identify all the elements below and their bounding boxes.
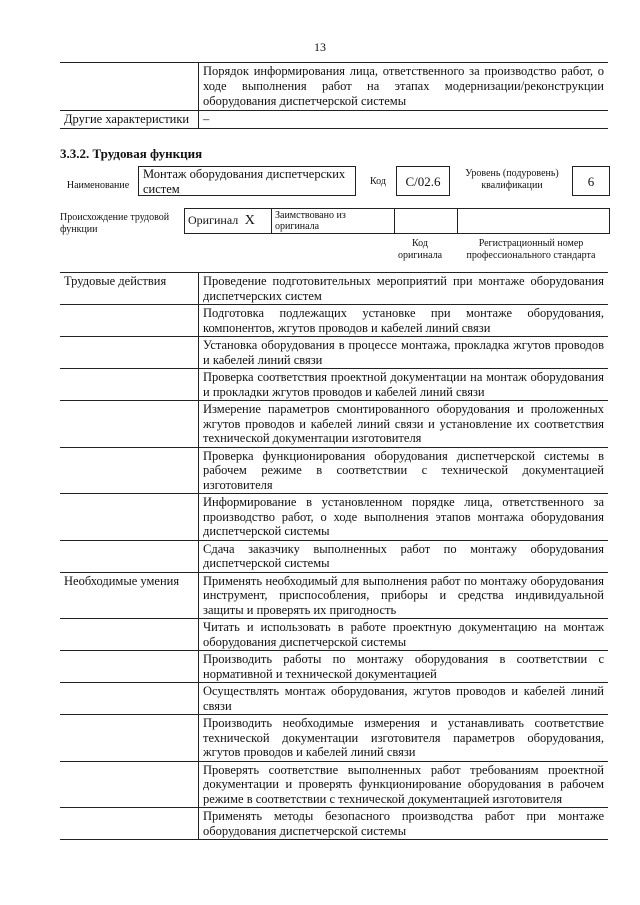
other-characteristics-value: –	[199, 111, 609, 129]
labor-action-item: Измерение параметров смонтированного оборудования и проложенных жгутов проводов и кабелей линий связи и установление их соответствия технической документации изготовителя	[199, 401, 609, 448]
table-row	[60, 808, 608, 840]
labor-action-item: Проведение подготовительных мероприятий при монтаже оборудования диспетчерских систем	[199, 273, 609, 305]
other-characteristics-label: Другие характеристики	[60, 111, 199, 129]
table-row	[60, 572, 608, 619]
skill-item: Осуществлять монтаж оборудования, жгутов проводов и кабелей линий связи	[199, 683, 609, 715]
labor-action-item: Установка оборудования в процессе монтажа, прокладка жгутов проводов и кабелей линий связи	[199, 337, 609, 369]
table-row	[60, 305, 608, 337]
level-value: 6	[572, 166, 610, 196]
section-title: 3.3.2. Трудовая функция	[60, 146, 203, 161]
table-row	[60, 111, 608, 129]
table-row	[60, 337, 608, 369]
reg-number-cell	[458, 209, 610, 234]
labor-action-item: Информирование в установленном порядке лица, ответственного за производство работ, о ходе выполнения этапов монтажа оборудования диспетчерской системы	[199, 494, 609, 541]
skill-item: Производить необходимые измерения и устанавливать соответствие технической документации изготовителя параметров оборудования, жгутов проводов и кабелей линий связи	[199, 715, 609, 762]
labor-actions-label: Трудовые действия	[60, 273, 199, 305]
previous-table-continuation	[60, 62, 608, 129]
level-label: Уровень (подуровень) квалификации	[465, 168, 559, 191]
original-mark: X	[244, 213, 255, 228]
empty-label-cell	[60, 619, 199, 651]
empty-label-cell	[60, 63, 199, 111]
table-row	[60, 273, 608, 305]
table-row	[60, 761, 608, 808]
empty-label-cell	[60, 715, 199, 762]
labor-action-item: Сдача заказчику выполненных работ по монтажу оборудования диспетчерской системы	[199, 540, 609, 572]
table-row	[60, 715, 608, 762]
skill-item: Применять методы безопасного производства работ при монтаже оборудования диспетчерской системы	[199, 808, 609, 840]
page-number: 13	[314, 40, 326, 54]
original-cell	[185, 209, 272, 234]
empty-label-cell	[60, 683, 199, 715]
table-row	[60, 369, 608, 401]
empty-label-cell	[60, 401, 199, 448]
skill-item: Читать и использовать в работе проектную документацию на монтаж оборудования диспетчерской системы	[199, 619, 609, 651]
empty-label-cell	[60, 369, 199, 401]
labor-action-item: Проверка соответствия проектной документации на монтаж оборудования и прокладки жгутов проводов и кабелей линий связи	[199, 369, 609, 401]
borrowed-label: Заимствовано из оригинала	[272, 209, 395, 234]
labor-action-item: Проверка функционирования оборудования диспетчерской системы в рабочем режиме в соответствии с технической документацией изготовителя	[199, 447, 609, 494]
skill-item: Производить работы по монтажу оборудования в соответствии с нормативной и технической документацией	[199, 651, 609, 683]
table-row	[60, 494, 608, 541]
empty-label-cell	[60, 651, 199, 683]
name-value: Монтаж оборудования диспетчерских систем	[138, 166, 356, 196]
original-label: Оригинал	[188, 213, 239, 227]
empty-label-cell	[60, 447, 199, 494]
skill-item: Проверять соответствие выполненных работ требованиям проектной документации и проверять функционирование оборудования в рабочем режиме в соответствии с технической документацией изготовителя	[199, 761, 609, 808]
reg-number-caption: Регистрационный номер профессионального стандарта	[466, 238, 596, 261]
table-row	[60, 540, 608, 572]
skill-item: Применять необходимый для выполнения работ по монтажу оборудования инструмент, приспособления, приборы и средства индивидуальной защиты и проверять их пригодность	[199, 572, 609, 619]
function-table	[60, 272, 608, 840]
code-label: Код	[370, 176, 386, 187]
code-value: C/02.6	[396, 166, 450, 196]
table-row	[60, 401, 608, 448]
continuation-text: Порядок информирования лица, ответственного за производство работ, о ходе выполнения работ на этапах модернизации/реконструкции оборудования диспетчерской системы	[199, 63, 609, 111]
empty-label-cell	[60, 337, 199, 369]
empty-label-cell	[60, 808, 199, 840]
required-skills-label: Необходимые умения	[60, 572, 199, 619]
empty-label-cell	[60, 540, 199, 572]
labor-action-item: Подготовка подлежащих установке при монтаже оборудования, компонентов, жгутов проводов и кабелей линий связи	[199, 305, 609, 337]
code-original-cell	[395, 209, 458, 234]
table-row	[60, 619, 608, 651]
code-original-caption: Код оригинала	[397, 238, 443, 261]
table-row	[60, 63, 608, 111]
empty-label-cell	[60, 761, 199, 808]
name-label: Наименование	[66, 180, 130, 191]
table-row	[60, 651, 608, 683]
origin-label: Происхождение трудовой функции	[60, 212, 170, 235]
empty-label-cell	[60, 494, 199, 541]
table-row	[60, 683, 608, 715]
table-row	[60, 447, 608, 494]
origin-table	[184, 208, 610, 234]
empty-label-cell	[60, 305, 199, 337]
